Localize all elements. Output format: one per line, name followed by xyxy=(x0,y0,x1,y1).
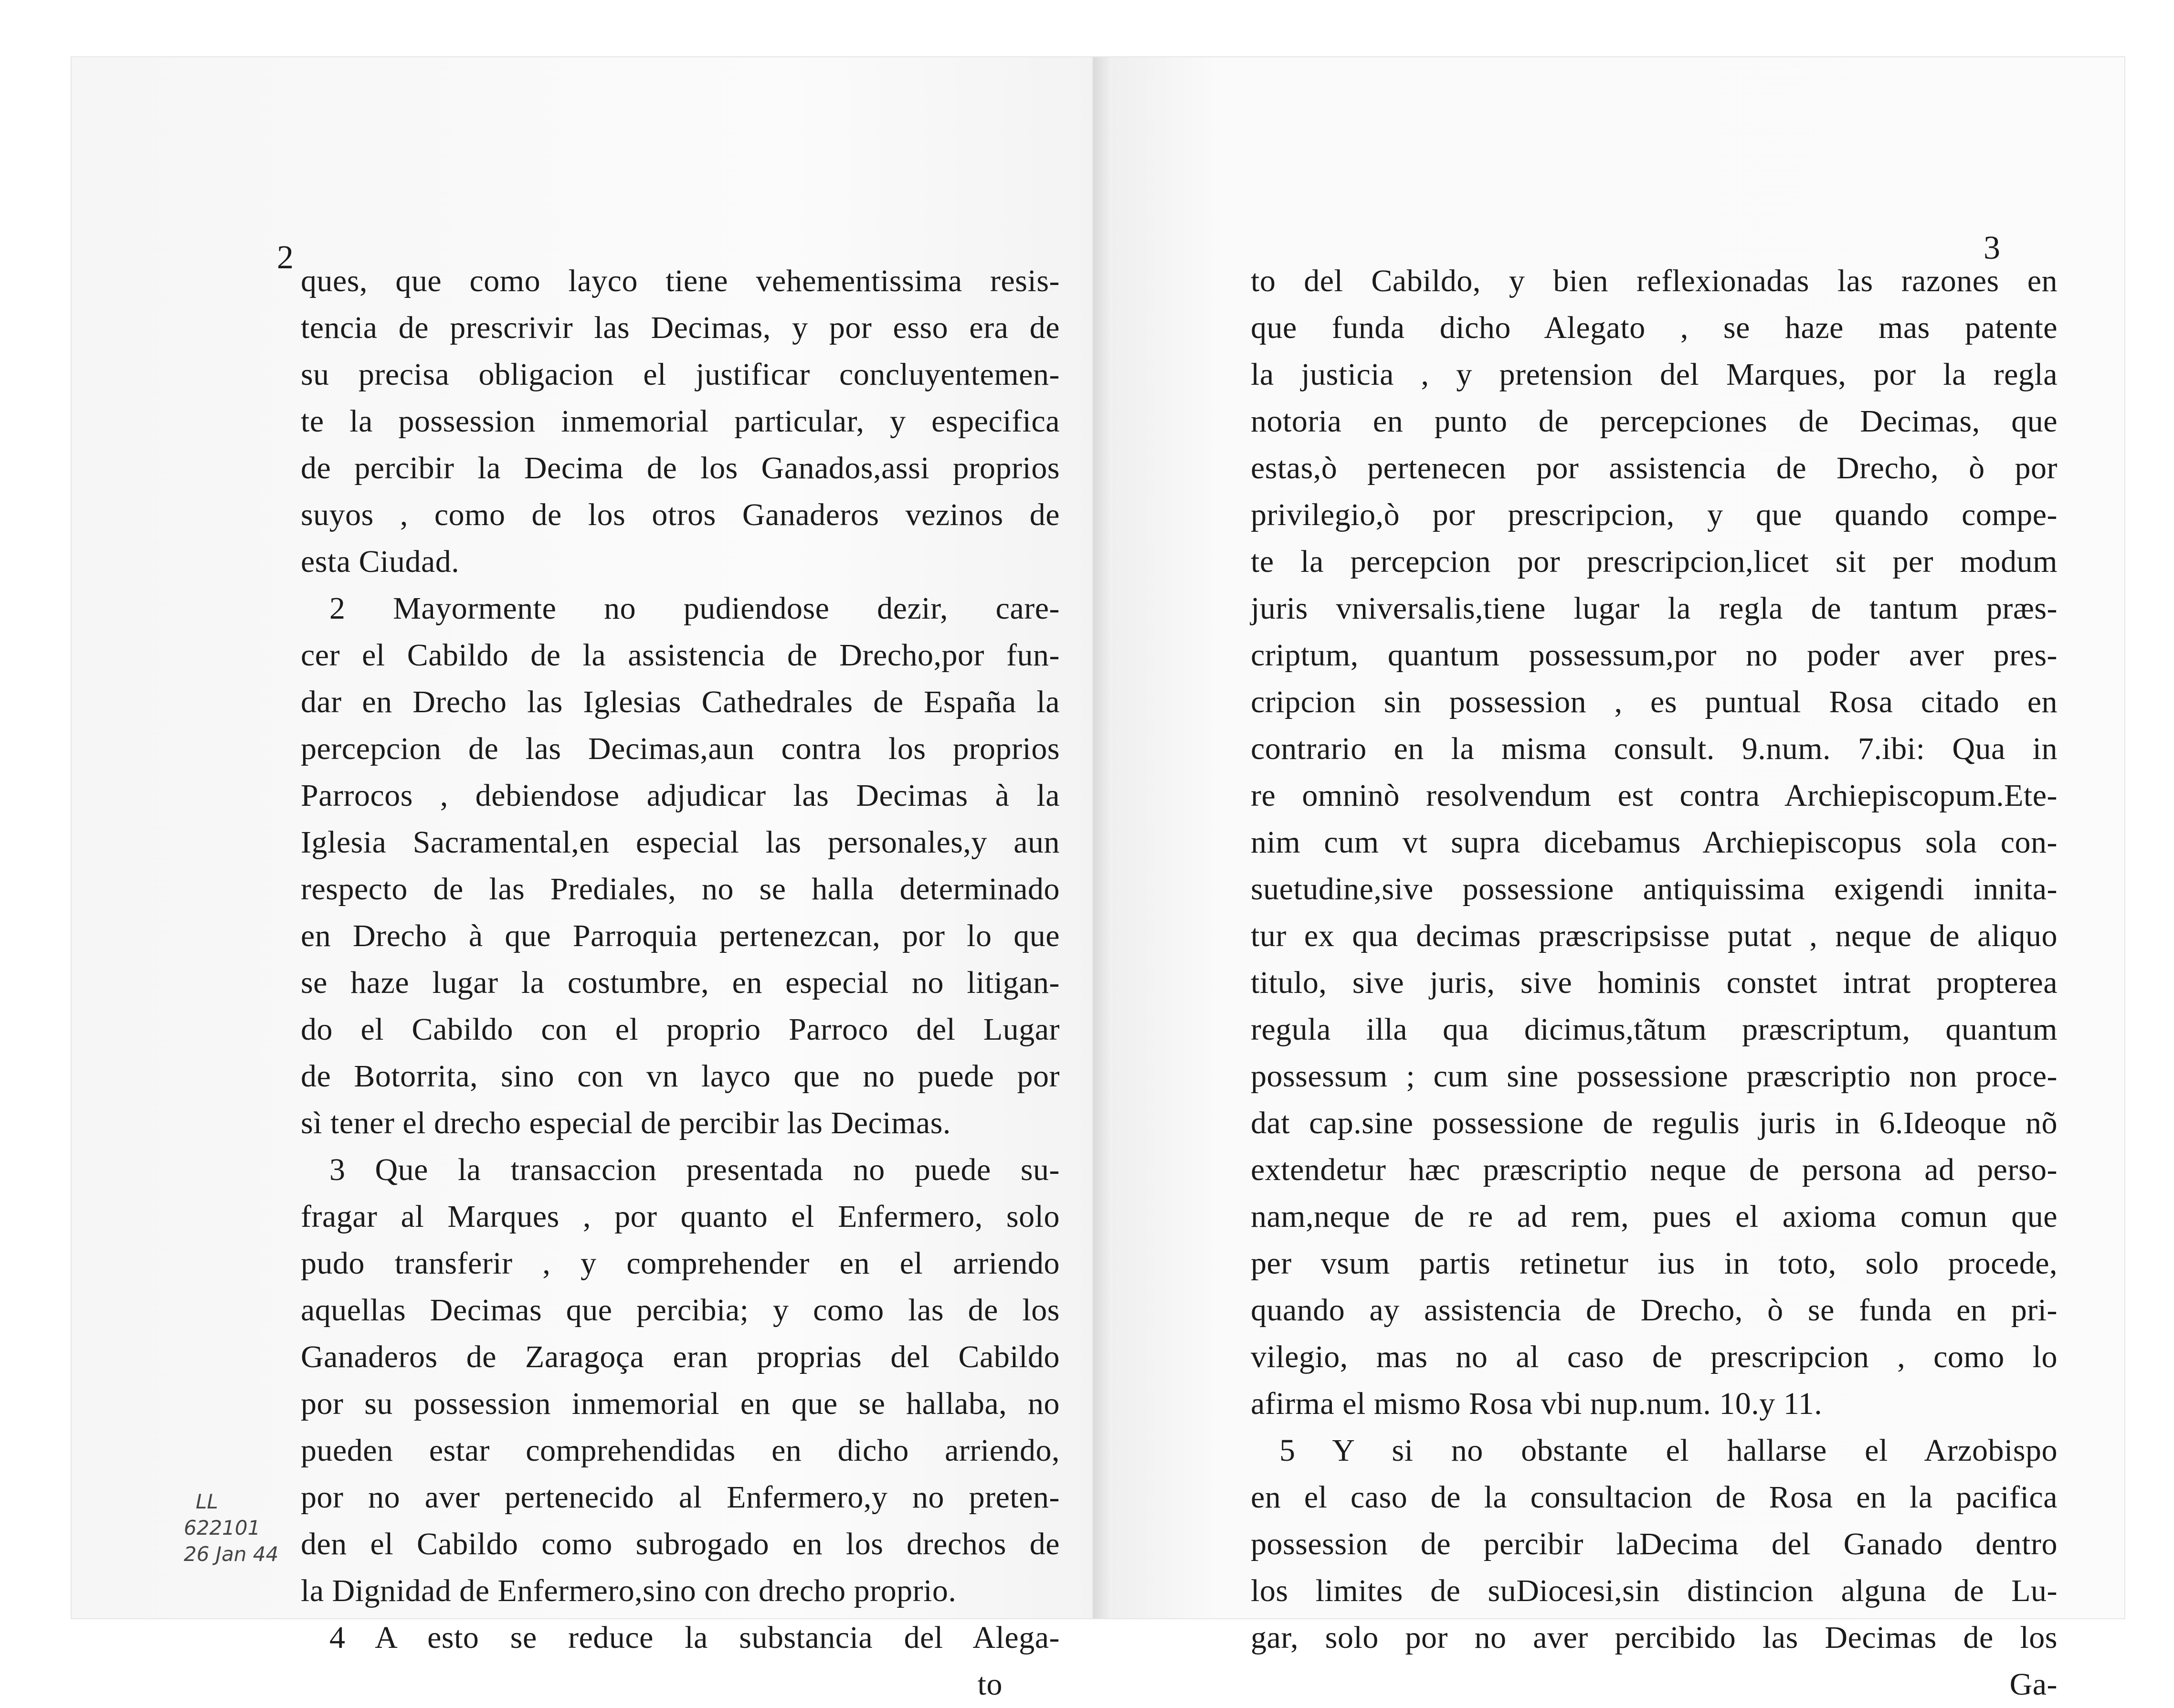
text-line: que funda dicho Alegato , se haze mas patente xyxy=(1251,310,2058,345)
text-line: tur ex qua decimas præscripsisse putat , neque de aliquo xyxy=(1251,918,2058,953)
text-line: se haze lugar la costumbre, en especial no litigan- xyxy=(301,965,1060,1000)
text-line: su precisa obligacion el justificar concluyentemen- xyxy=(301,357,1060,392)
text-line: den el Cabildo como subrogado en los drechos de xyxy=(301,1527,1060,1561)
text-line: nam,neque de re ad rem, pues el axioma comun que xyxy=(1251,1199,2058,1234)
page-body xyxy=(301,258,1060,1708)
page-body xyxy=(1251,258,2058,1708)
text-line: por su possession inmemorial en que se hallaba, no xyxy=(301,1386,1060,1421)
text-line: respecto de las Prediales, no se halla determinado xyxy=(301,872,1060,907)
text-line: la justicia , y pretension del Marques, por la regla xyxy=(1251,357,2058,392)
left-page xyxy=(72,57,1093,1702)
text-line: 2 Mayormente no pudiendose dezir, care- xyxy=(329,591,1060,626)
right-page xyxy=(1093,57,2124,1702)
page-number: 3 xyxy=(1984,230,2000,266)
margin-note: 622101 xyxy=(184,1516,261,1539)
text-line: dat cap.sine possessione de regulis juris in 6.Ideoque nõ xyxy=(1251,1106,2058,1140)
text-line: regula illa qua dicimus,tãtum præscriptum, quantum xyxy=(1251,1012,2058,1047)
text-line: 5 Y si no obstante el hallarse el Arzobispo xyxy=(1279,1433,2058,1468)
text-line: possession de percibir laDecima del Ganado dentro xyxy=(1251,1527,2058,1561)
text-line: titulo, sive juris, sive hominis constet intrat propterea xyxy=(1251,965,2058,1000)
text-line: sì tener el drecho especial de percibir las Decimas. xyxy=(301,1106,951,1140)
text-line: percepcion de las Decimas,aun contra los proprios xyxy=(301,731,1060,766)
text-line: en el caso de la consultacion de Rosa en la pacifica xyxy=(1251,1480,2058,1515)
text-line: contrario en la misma consult. 9.num. 7.ibi: Qua in xyxy=(1251,731,2058,766)
page-number: 2 xyxy=(277,239,294,276)
text-line: juris vniversalis,tiene lugar la regla de tantum præs- xyxy=(1251,591,2058,626)
text-line: vilegio, mas no al caso de prescripcion , como lo xyxy=(1251,1339,2058,1374)
text-line: fragar al Marques , por quanto el Enfermero, solo xyxy=(301,1199,1060,1234)
text-line: en Drecho à que Parroquia pertenezcan, por lo que xyxy=(301,918,1060,953)
text-line: Iglesia Sacramental,en especial las personales,y aun xyxy=(301,825,1060,860)
book-spread xyxy=(72,57,2124,1702)
text-line: la Dignidad de Enfermero,sino con drecho proprio. xyxy=(301,1573,957,1608)
text-line: de percibir la Decima de los Ganados,assi proprios xyxy=(301,451,1060,485)
text-line: aquellas Decimas que percibia; y como las de los xyxy=(301,1293,1060,1328)
margin-note: 26 Jan 44 xyxy=(184,1542,279,1566)
text-line: 3 Que la transaccion presentada no puede su- xyxy=(329,1152,1060,1187)
text-line: do el Cabildo con el proprio Parroco del Lugar xyxy=(301,1012,1060,1047)
text-line: los limites de suDiocesi,sin distincion alguna de Lu- xyxy=(1251,1573,2058,1608)
text-line: per vsum partis retinetur ius in toto, solo procede, xyxy=(1251,1246,2058,1281)
text-line: pudo transferir , y comprehender en el arriendo xyxy=(301,1246,1060,1281)
text-line: criptum, quantum possessum,por no poder aver pres- xyxy=(1251,638,2058,673)
text-line: re omninò resolvendum est contra Archiepiscopum.Ete- xyxy=(1251,778,2058,813)
text-line: te la possession inmemorial particular, y especifica xyxy=(301,404,1060,439)
margin-note: LL xyxy=(196,1490,218,1513)
text-line: afirma el mismo Rosa vbi nup.num. 10.y 11. xyxy=(1251,1386,1823,1421)
text-line: te la percepcion por prescripcion,licet sit per modum xyxy=(1251,544,2058,579)
text-line: possessum ; cum sine possessione præscriptio non proce- xyxy=(1251,1059,2058,1094)
text-line: to xyxy=(977,1667,1003,1702)
text-line: dar en Drecho las Iglesias Cathedrales de España la xyxy=(301,685,1060,719)
text-line: to del Cabildo, y bien reflexionadas las razones en xyxy=(1251,264,2058,298)
text-line: cripcion sin possession , es puntual Rosa citado en xyxy=(1251,685,2058,719)
book-gutter xyxy=(1093,57,1112,1618)
text-line: suyos , como de los otros Ganaderos vezinos de xyxy=(301,497,1060,532)
text-line: suetudine,sive possessione antiquissima exigendi innita- xyxy=(1251,872,2058,907)
text-line: estas,ò pertenecen por assistencia de Drecho, ò por xyxy=(1251,451,2058,485)
text-line: cer el Cabildo de la assistencia de Drecho,por fun- xyxy=(301,638,1060,673)
text-line: gar, solo por no aver percibido las Decimas de los xyxy=(1251,1620,2058,1655)
text-line: Ganaderos de Zaragoça eran proprias del Cabildo xyxy=(301,1339,1060,1374)
text-line: privilegio,ò por prescripcion, y que quando compe- xyxy=(1251,497,2058,532)
text-line: quando ay assistencia de Drecho, ò se funda en pri- xyxy=(1251,1293,2058,1328)
text-line: Ga- xyxy=(2009,1667,2058,1702)
text-line: notoria en punto de percepciones de Decimas, que xyxy=(1251,404,2058,439)
text-line: extendetur hæc præscriptio neque de persona ad perso- xyxy=(1251,1152,2058,1187)
text-line: pueden estar comprehendidas en dicho arriendo, xyxy=(301,1433,1060,1468)
text-line: tencia de prescrivir las Decimas, y por esso era de xyxy=(301,310,1060,345)
text-line: nim cum vt supra dicebamus Archiepiscopus sola con- xyxy=(1251,825,2058,860)
text-line: 4 A esto se reduce la substancia del Alega- xyxy=(329,1620,1060,1655)
text-line: de Botorrita, sino con vn layco que no puede por xyxy=(301,1059,1060,1094)
text-line: esta Ciudad. xyxy=(301,544,460,579)
text-line: ques, que como layco tiene vehementissima resis- xyxy=(301,264,1060,298)
text-line: Parrocos , debiendose adjudicar las Decimas à la xyxy=(301,778,1060,813)
text-line: por no aver pertenecido al Enfermero,y no preten- xyxy=(301,1480,1060,1515)
